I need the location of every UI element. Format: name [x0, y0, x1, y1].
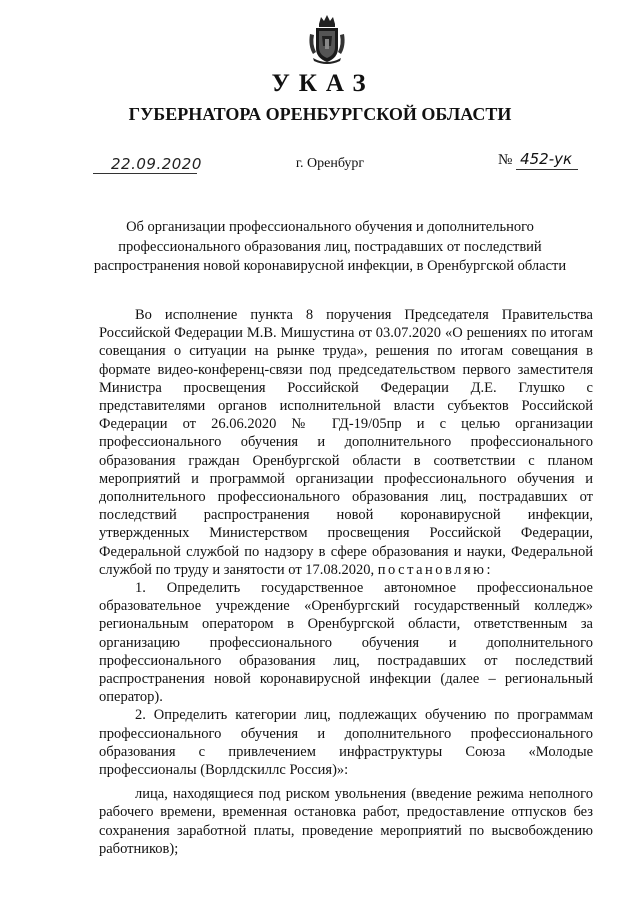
decree-word: постановляю: [377, 561, 493, 578]
number-prefix: № [498, 152, 513, 168]
intro-paragraph [99, 306, 593, 579]
signing-date: 22.09.2020 [93, 155, 197, 174]
item-1-paragraph: 1. Определить государственное автономное профессиональное образовательное учреждение «Оренбургский государственный колледж» региональным оператором в Оренбургской области, ответственным за организацию профессионального обучения и дополнительного профессионального образования лиц, пострадавших от последствий распространения новой коронавирусной инфекции (далее – региональный оператор). [99, 580, 593, 706]
decree-body [99, 306, 593, 858]
issue-city: г. Оренбург [295, 156, 365, 171]
item-2-category-1: лица, находящиеся под риском увольнения (введение режима неполного рабочего времени, временная остановка работ, предоставление отпусков без сохранения заработной платы, проведение мероприятий по высвобождению работников); [99, 786, 593, 857]
document-title: УКАЗ [271, 70, 375, 97]
coat-of-arms-icon [307, 14, 347, 66]
intro-text: Во исполнение пункта 8 поручения Председателя Правительства Российской Федерации М.В. Мишустина от 03.07.2020 «О решениях по итогам совещания о ситуации на рынке труда», решения по итогам совещания в формате видео-конференц-связи под председательством первого заместителя Министра просвещения Российской Федерации Д.Е. Глушко с представителями органов исполнительной власти субъектов Российской Федерации от 26.06.2020 № ГД-19/05пр и с целью организации профессионального обучения и дополнительного профессионального образования граждан Оренбургской области в соответствии с планом мероприятий и программой организации профессионального обучения и дополнительного профессионального образования лиц, пострадавших от последствий распространения новой коронавирусной инфекции, утвержденных Министерством просвещения Российской Федерации, Федеральной службой по надзору в сфере образования и науки, Федеральной службой по труду и занятости от 17.08.2020, [99, 307, 593, 578]
number-value: 452-ук [516, 150, 578, 170]
item-2-paragraph: 2. Определить категории лиц, подлежащих обучению по программам профессионального обучения и дополнительного профессионального образования с привлечением инфраструктуры Союза «Молодые профессионалы (Ворлдскиллс Россия)»: [99, 707, 593, 779]
document-subtitle: ГУБЕРНАТОРА ОРЕНБУРГСКОЙ ОБЛАСТИ [128, 104, 512, 124]
decree-number [498, 150, 578, 169]
decree-heading: Об организации профессионального обучения и дополнительного профессионального образования лиц, пострадавших от последствий распространения новой коронавирусной инфекции, в Оренбургской области [93, 219, 567, 274]
